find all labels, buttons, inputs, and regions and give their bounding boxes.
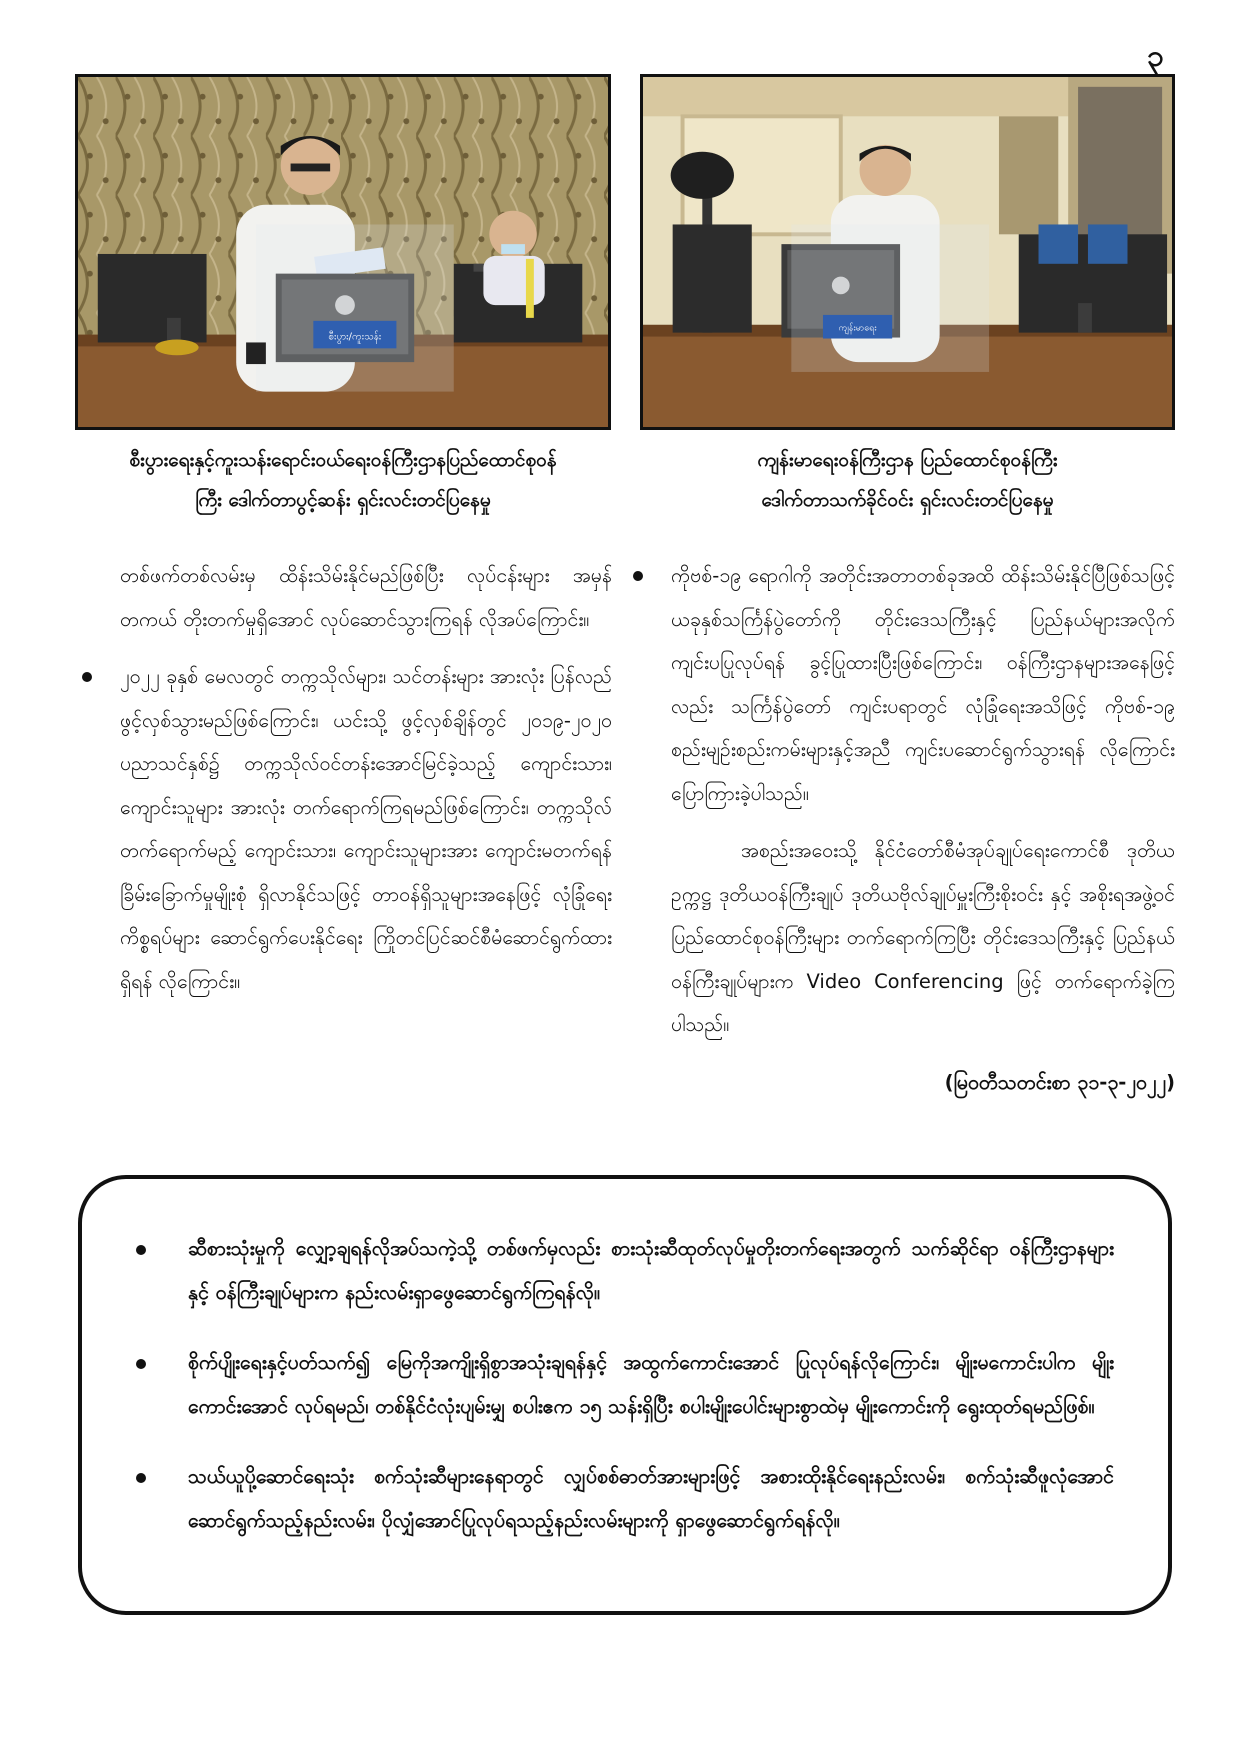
left-continuation-paragraph: တစ်ဖက်တစ်လမ်းမှ ထိန်းသိမ်းနိုင်မည်ဖြစ်ပြီး လုပ်ငန်းများ အမှန်တကယ် တိုးတက်မှုရှိအောင် လုပ်ဆောင်သွားကြရန် လိုအပ်ကြောင်း။	[120, 564, 612, 631]
right-bullet-text: ကိုဗစ်-၁၉ ရောဂါကို အတိုင်းအတာတစ်ခုအထိ ထိန်းသိမ်းနိုင်ပြီဖြစ်သဖြင့် ယခုနှစ်သင်္ကြန်ပွဲတော်ကို တိုင်းဒေသကြီးနှင့် ပြည်နယ်များအလိုက် ကျင်းပပြုလုပ်ရန် ခွင့်ပြုထားပြီးဖြစ်ကြောင်း၊ ဝန်ကြီးဌာနများအနေဖြင့်လည်း သင်္ကြန်ပွဲတော် ကျင်းပရာတွင် လုံခြုံရေးအသိဖြင့် ကိုဗစ်-၁၉ စည်းမျဉ်းစည်းကမ်းများနှင့်အညီ ကျင်းပဆောင်ရွက်သွားရန် လိုကြောင်း ပြောကြားခဲ့ပါသည်။	[671, 564, 1175, 805]
left-bullet-item	[82, 655, 612, 1003]
source-citation: (မြဝတီသတင်းစာ ၃၁-၃-၂၀၂၂)	[944, 1070, 1175, 1094]
caption-right-line1: ကျန်းမာရေးဝန်ကြီးဌာန ပြည်ထောင်စုဝန်ကြီး	[757, 449, 1058, 471]
summary-item-agriculture	[122, 1341, 1114, 1429]
caption-left-line1: စီးပွားရေးနှင့်ကူးသန်းရောင်းဝယ်ရေးဝန်ကြီးဌာနပြည်ထောင်စုဝန်	[129, 449, 557, 471]
left-column	[82, 554, 612, 1017]
right-bullet-item	[633, 554, 1175, 815]
nameplate-left: စီးပွား/ကူးသန်း	[328, 331, 382, 343]
summary-box	[78, 1175, 1172, 1615]
closing-paragraph: အစည်းအဝေးသို့ နိုင်ငံတော်စီမံအုပ်ချုပ်ရေးကောင်စီ ဒုတိယဥက္ကဋ္ဌ ဒုတိယဝန်ကြီးချုပ် ဒုတိယဗိုလ်ချုပ်မှူးကြီးစိုးဝင်း နှင့် အစိုးရအဖွဲ့ဝင် ပြည်ထောင်စုဝန်ကြီးများ တက်ရောက်ကြပြီး တိုင်းဒေသကြီးနှင့် ပြည်နယ်ဝန်ကြီးချုပ်များက Video Conferencing ဖြင့် တက်ရောက်ခဲ့ကြပါသည်။	[671, 839, 1175, 1036]
bullet-icon	[136, 1359, 146, 1369]
photo-commerce-minister	[75, 74, 611, 430]
photo-scene-right	[643, 77, 1172, 427]
bullet-icon	[82, 672, 92, 682]
photo-caption-left	[78, 440, 608, 520]
summary-item-text: သယ်ယူပို့ဆောင်ရေးသုံး စက်သုံးဆီများနေရာတွင် လျှပ်စစ်ဓာတ်အားများဖြင့် အစားထိုးနိုင်ရေးနည်းလမ်း၊ စက်သုံးဆီဖူလုံအောင် ဆောင်ရွက်သည့်နည်းလမ်း၊ ပိုလျှံအောင်ပြုလုပ်ရသည့်နည်းလမ်းများကို ရှာဖွေဆောင်ရွက်ရန်လို။	[188, 1465, 1114, 1532]
left-bullet-text: ၂၀၂၂ ခုနှစ် မေလတွင် တက္ကသိုလ်များ၊ သင်တန်းများ အားလုံး ပြန်လည်ဖွင့်လှစ်သွားမည်ဖြစ်ကြောင်း၊ ယင်းသို့ ဖွင့်လှစ်ချိန်တွင် ၂၀၁၉-၂၀၂၀ ပညာသင်နှစ်၌ တက္ကသိုလ်ဝင်တန်းအောင်မြင်ခဲ့သည့် ကျောင်းသား၊ ကျောင်းသူများ အားလုံး တက်ရောက်ကြရမည်ဖြစ်ကြောင်း၊ တက္ကသိုလ်တက်ရောက်မည့် ကျောင်းသား၊ ကျောင်းသူများအား ကျောင်းမတက်ရန် ခြိမ်းခြောက်မှုမျိုးစုံ ရှိလာနိုင်သဖြင့် တာဝန်ရှိသူများအနေဖြင့် လုံခြုံရေးကိစ္စရပ်များ ဆောင်ရွက်ပေးနိုင်ရေး ကြိုတင်ပြင်ဆင်စီမံဆောင်ရွက်ထားရှိရန် လိုကြောင်း။	[120, 665, 612, 993]
photo-health-minister	[640, 74, 1175, 430]
summary-item-text: စိုက်ပျိုးရေးနှင့်ပတ်သက်၍ မြေကိုအကျိုးရှိစွာအသုံးချရန်နှင့် အထွက်ကောင်းအောင် ပြုလုပ်ရန်လိုကြောင်း၊ မျိုးမကောင်းပါက မျိုးကောင်းအောင် လုပ်ရမည်၊ တစ်နိုင်ငံလုံးပျမ်းမျှ စပါးဧက ၁၅ သန်းရှိပြီး စပါးမျိုးပေါင်းများစွာထဲမှ မျိုးကောင်းကို ရွေးထုတ်ရမည်ဖြစ်။	[188, 1351, 1114, 1418]
bullet-icon	[136, 1473, 146, 1483]
page-number: ၃	[1147, 39, 1164, 74]
bullet-icon	[136, 1245, 146, 1255]
nameplate-right: ကျန်းမာရေး	[838, 323, 877, 334]
summary-item-text: ဆီစားသုံးမှုကို လျှော့ချရန်လိုအပ်သကဲ့သို့ တစ်ဖက်မှလည်း စားသုံးဆီထုတ်လုပ်မှုတိုးတက်ရေးအတွက် သက်ဆိုင်ရာ ဝန်ကြီးဌာနများနှင့် ဝန်ကြီးချုပ်များက နည်းလမ်းရှာဖွေဆောင်ရွက်ကြရန်လို။	[188, 1237, 1114, 1304]
bullet-icon	[633, 571, 643, 581]
caption-right-line2: ဒေါက်တာသက်ခိုင်ဝင်း ရှင်းလင်းတင်ပြနေမှု	[761, 489, 1054, 511]
photo-caption-right	[640, 440, 1175, 520]
caption-left-line2: ကြီး ဒေါက်တာပွင့်ဆန်း ရှင်းလင်းတင်ပြနေမှု	[195, 489, 491, 511]
summary-item-fuel	[122, 1455, 1114, 1543]
summary-item-edible-oil	[122, 1227, 1114, 1315]
right-column	[633, 554, 1175, 1104]
photo-scene-left	[78, 77, 608, 427]
